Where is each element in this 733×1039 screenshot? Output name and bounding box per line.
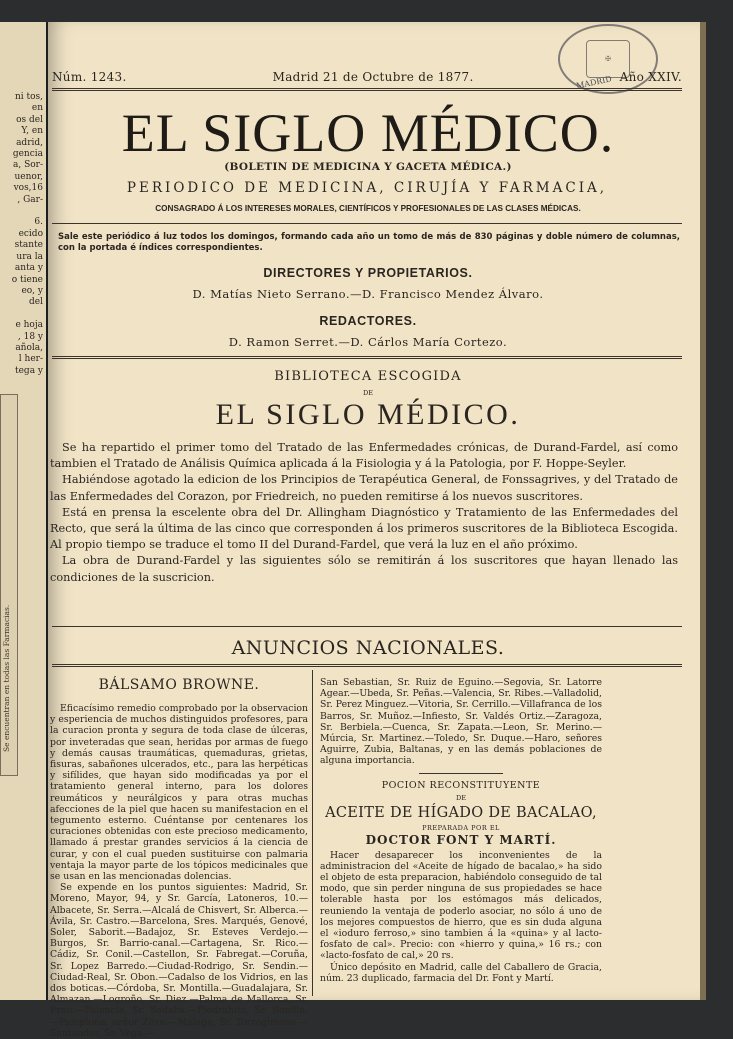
masthead-tagline: PERIODICO DE MEDICINA, CIRUJÍA Y FARMACIA, (126, 180, 608, 196)
masthead-subtitle: (BOLETIN DE MEDICINA Y GACETA MÉDICA.) (224, 161, 512, 173)
masthead-dedication: CONSAGRADO Á LOS INTERESES MORALES, CIENTÍFICOS Y PROFESIONALES DE LAS CLASES MÉDICAS. (155, 204, 581, 213)
masthead-rule (52, 223, 682, 224)
previous-page-fragment: , 18 y (17, 331, 43, 342)
previous-page-fragment: en (31, 103, 43, 114)
previous-page-fragment: e hoja (15, 320, 43, 331)
biblioteca-paragraph: Habiéndose agotado la edicion de los Principios de Terapéutica General, de Fonssagrives, y del Tratado de las Enfermedades del Corazon, por Friedreich, no pueden remitirse á los nuevos suscritores. (50, 473, 678, 503)
previous-page-fragment: añola, (15, 342, 43, 353)
anuncios-heading: ANUNCIOS NACIONALES. (231, 637, 505, 659)
aceite-title: ACEITE DE HÍGADO DE BACALAO, (325, 804, 597, 821)
biblioteca-title: EL SIGLO MÉDICO. (215, 398, 521, 431)
previous-page-vertical-text: Se encuentran en todas las Farmacias. (2, 604, 11, 752)
aceite-divider (419, 773, 504, 774)
previous-page-fragment: gencia (12, 149, 43, 160)
aceite-text: Hacer desaparecer los inconvenientes de la administracion del «Aceite de hígado de bacalao,» ha sido el objeto de esta preparacion, habiéndolo conseguido de tal modo, que sin perder ninguna de sus propiedades se hace tolerable hasta por los estómagos más delicados, reuniendo la ventaja de poderlo asociar, no sólo á uno de los mejores compuestos de hierro, que es sin duda alguna el «ioduro ferroso,» sino tambien á la «quina» y al lacto-fosfato de cal». Precio: con «hierro y quina,» 16 rs.; con «lacto-fosfato de cal,» 20 rs. (320, 849, 602, 962)
pocion-heading: POCION RECONSTITUYENTE (381, 779, 541, 791)
balsamo-title: BÁLSAMO BROWNE. (98, 677, 260, 693)
previous-page-fragment: eo, y (21, 285, 43, 296)
issue-year: Año XXIV. (619, 70, 682, 84)
previous-page-fragment: ni tos, (14, 92, 43, 102)
previous-page-fragment: ecido (18, 228, 43, 239)
library-stamp: ✠ (558, 24, 658, 94)
previous-page-fragment: stante (14, 240, 43, 251)
issue-date: Madrid 21 de Octubre de 1877. (272, 70, 474, 84)
balsamo-points: Se expende en los puntos siguientes: Madrid, Sr. Moreno, Mayor, 94, y Sr. García, Latoneros, 10.—Albacete, Sr. Serra.—Alcalá de Chisvert, Sr. Alberca.—Ávila, Sr. Castro.—Barcelona, Sres. Marqués, Genové, Soler, Saborit.—Badajoz, Sr. Esteves Verdejo.—Burgos, Sr. Barrio-canal.—Cartagena, Sr. Rico.—Cádiz, Sr. Conil.—Castellon, Sr. Fabregat.—Coruña, Sr. Lopez Barredo.—Ciudad-Rodrigo, Sr. Sendin.—Ciudad-Real, Sr. Obon.—Cadalso de los Vidrios, en las dos boticas.—Córdoba, Sr. Montilla.—Guadalajara, Sr. Almazan.—Logroño, Sr. Diez.—Palma de Mallorca, Sr. Frau.—Palencia, Sr. Sadaba.—Piedrahita, Sr. Bonilla.—Pamplona, señor Zilve.—Málaga, Sr. Torregimeno.—Santander, Sr. Vega.— (50, 882, 308, 1039)
biblioteca-de: DE (363, 389, 373, 397)
right-points: San Sebastian, Sr. Ruiz de Eguino.—Segovia, Sr. Latorre Agear.—Ubeda, Sr. Peñas.—Valencia, Sr. Ribes.—Valladolid, Sr. Perez Minguez.—Vitoria, Sr. Cerrillo.—Villafranca de los Barros, Sr. Muñoz.—Infiesto, Sr. Valdés Ortiz.—Zaragoza, Sr. Berbiela.—Cuenca, Sr. Zapata.—Leon, Sr. Merino.—Múrcia, Sr. Martinez.—Toledo, Sr. Duque.—Haro, señores Aguirre, Zubia, Baltanas, y en las demás poblaciones de alguna importancia. (320, 677, 602, 767)
issue-line (52, 70, 682, 84)
biblioteca-paragraph: Se ha repartido el primer tomo del Tratado de las Enfermedades crónicas, de Durand-Fardel, así como tambien el Tratado de Análisis Química aplicada á la Fisiologia y á la Patologia, por F. Hoppe-Seyler. (50, 441, 678, 471)
previous-page-fragment: anta y (14, 263, 43, 274)
previous-page-fragment: 6. (34, 217, 43, 228)
biblioteca-paragraph: Está en prensa la escelente obra del Dr. Allingham Diagnóstico y Tratamiento de las Enfermedades del Recto, que será la última de las cinco que corresponden á los primeros suscritores de la Biblioteca Escogida. Al propio tiempo se traduce el tomo II del Durand-Fardel, que verá la luz en el año próximo. (50, 505, 678, 552)
previous-page-fragment (0, 206, 46, 217)
biblioteca-paragraph: La obra de Durand-Fardel y las siguientes sólo se remitirán á los suscritores que hayan llenado las condiciones de la suscricion. (50, 554, 678, 584)
previous-page-fragment: ura la (16, 251, 43, 262)
directors-heading: DIRECTORES Y PROPIETARIOS. (263, 266, 473, 280)
previous-page-fragment: a, Sor- (12, 160, 43, 171)
column-separator (312, 670, 313, 996)
previous-page-fragment: os del (16, 114, 43, 125)
doctor-name: DOCTOR FONT Y MARTÍ. (365, 832, 557, 847)
biblioteca-heading: BIBLIOTECA ESCOGIDA (274, 369, 462, 384)
previous-page-fragment: vos,16 (13, 183, 43, 194)
editors-rule (52, 356, 682, 359)
previous-page-fragment: Y, en (21, 126, 43, 137)
directors-names: D. Matías Nieto Serrano.—D. Francisco Mendez Álvaro. (192, 287, 544, 301)
publication-notice: Sale este periódico á luz todos los domingos, formando cada año un tomo de más de 830 páginas y doble número de columnas, con la portada é índices correspondientes. (58, 232, 680, 253)
newspaper-page (48, 22, 700, 1039)
previous-page-fragment: , Gar- (17, 194, 43, 205)
balsamo-text: Eficacísimo remedio comprobado por la observacion y esperiencia de muchos distinguidos profesores, para la curacion pronta y segura de toda clase de úlceras, por inveteradas que sean, heridas por armas de fuego y demás causas traumáticas, quemaduras, grietas, fisuras, sabañones ulcerados, etc., para las herpéticas y sifílides, que hayan sido modificadas ya por el tratamiento general interno, para los dolores reumáticos y neurálgicos y para otras muchas afecciones de la piel que hacen su manifestacion en el tegumento esterno. Cuéntanse por centenares los curaciones obtenidas con este precioso medicamento, llamado á prestar grandes servicios á la ciencia de curar, y con el cual pueden sustituirse con palmaria ventaja la mayor parte de los tópicos medicinales que se usan en las mencionadas dolencias. (50, 703, 308, 883)
previous-page-fragment: tega y (14, 365, 43, 376)
library-stamp-text: MADRID (575, 74, 613, 91)
editors-names: D. Ramon Serret.—D. Cárlos María Cortezo. (228, 335, 508, 349)
previous-page-fragment: l her- (18, 354, 43, 365)
previous-page-fragment: uenor, (14, 171, 43, 182)
page-right-edge (700, 22, 706, 1000)
previous-page-text-fragments (0, 22, 46, 377)
header-rule (52, 88, 682, 91)
pocion-de: DE (456, 793, 466, 802)
previous-page-edge (0, 22, 48, 1000)
aceite-deposito: Único depósito en Madrid, calle del Caballero de Gracia, núm. 23 duplicado, farmacia del Dr. Font y Martí. (320, 961, 602, 984)
anuncios-rule (52, 664, 682, 667)
previous-page-fragment (0, 309, 46, 320)
issue-number: Núm. 1243. (52, 70, 127, 84)
editors-heading: REDACTORES. (319, 314, 417, 328)
aceite-column (320, 677, 602, 984)
previous-page-fragment: del (29, 297, 43, 308)
balsamo-column (50, 677, 308, 1039)
previous-page-fragment: adrid, (16, 137, 43, 148)
page-title: EL SIGLO MÉDICO. (121, 103, 615, 163)
biblioteca-text (50, 440, 678, 586)
previous-page-fragment: o tiene (11, 274, 43, 285)
preparada-label: PREPARADA POR EL (422, 823, 500, 832)
anuncios-top-rule (52, 626, 682, 627)
